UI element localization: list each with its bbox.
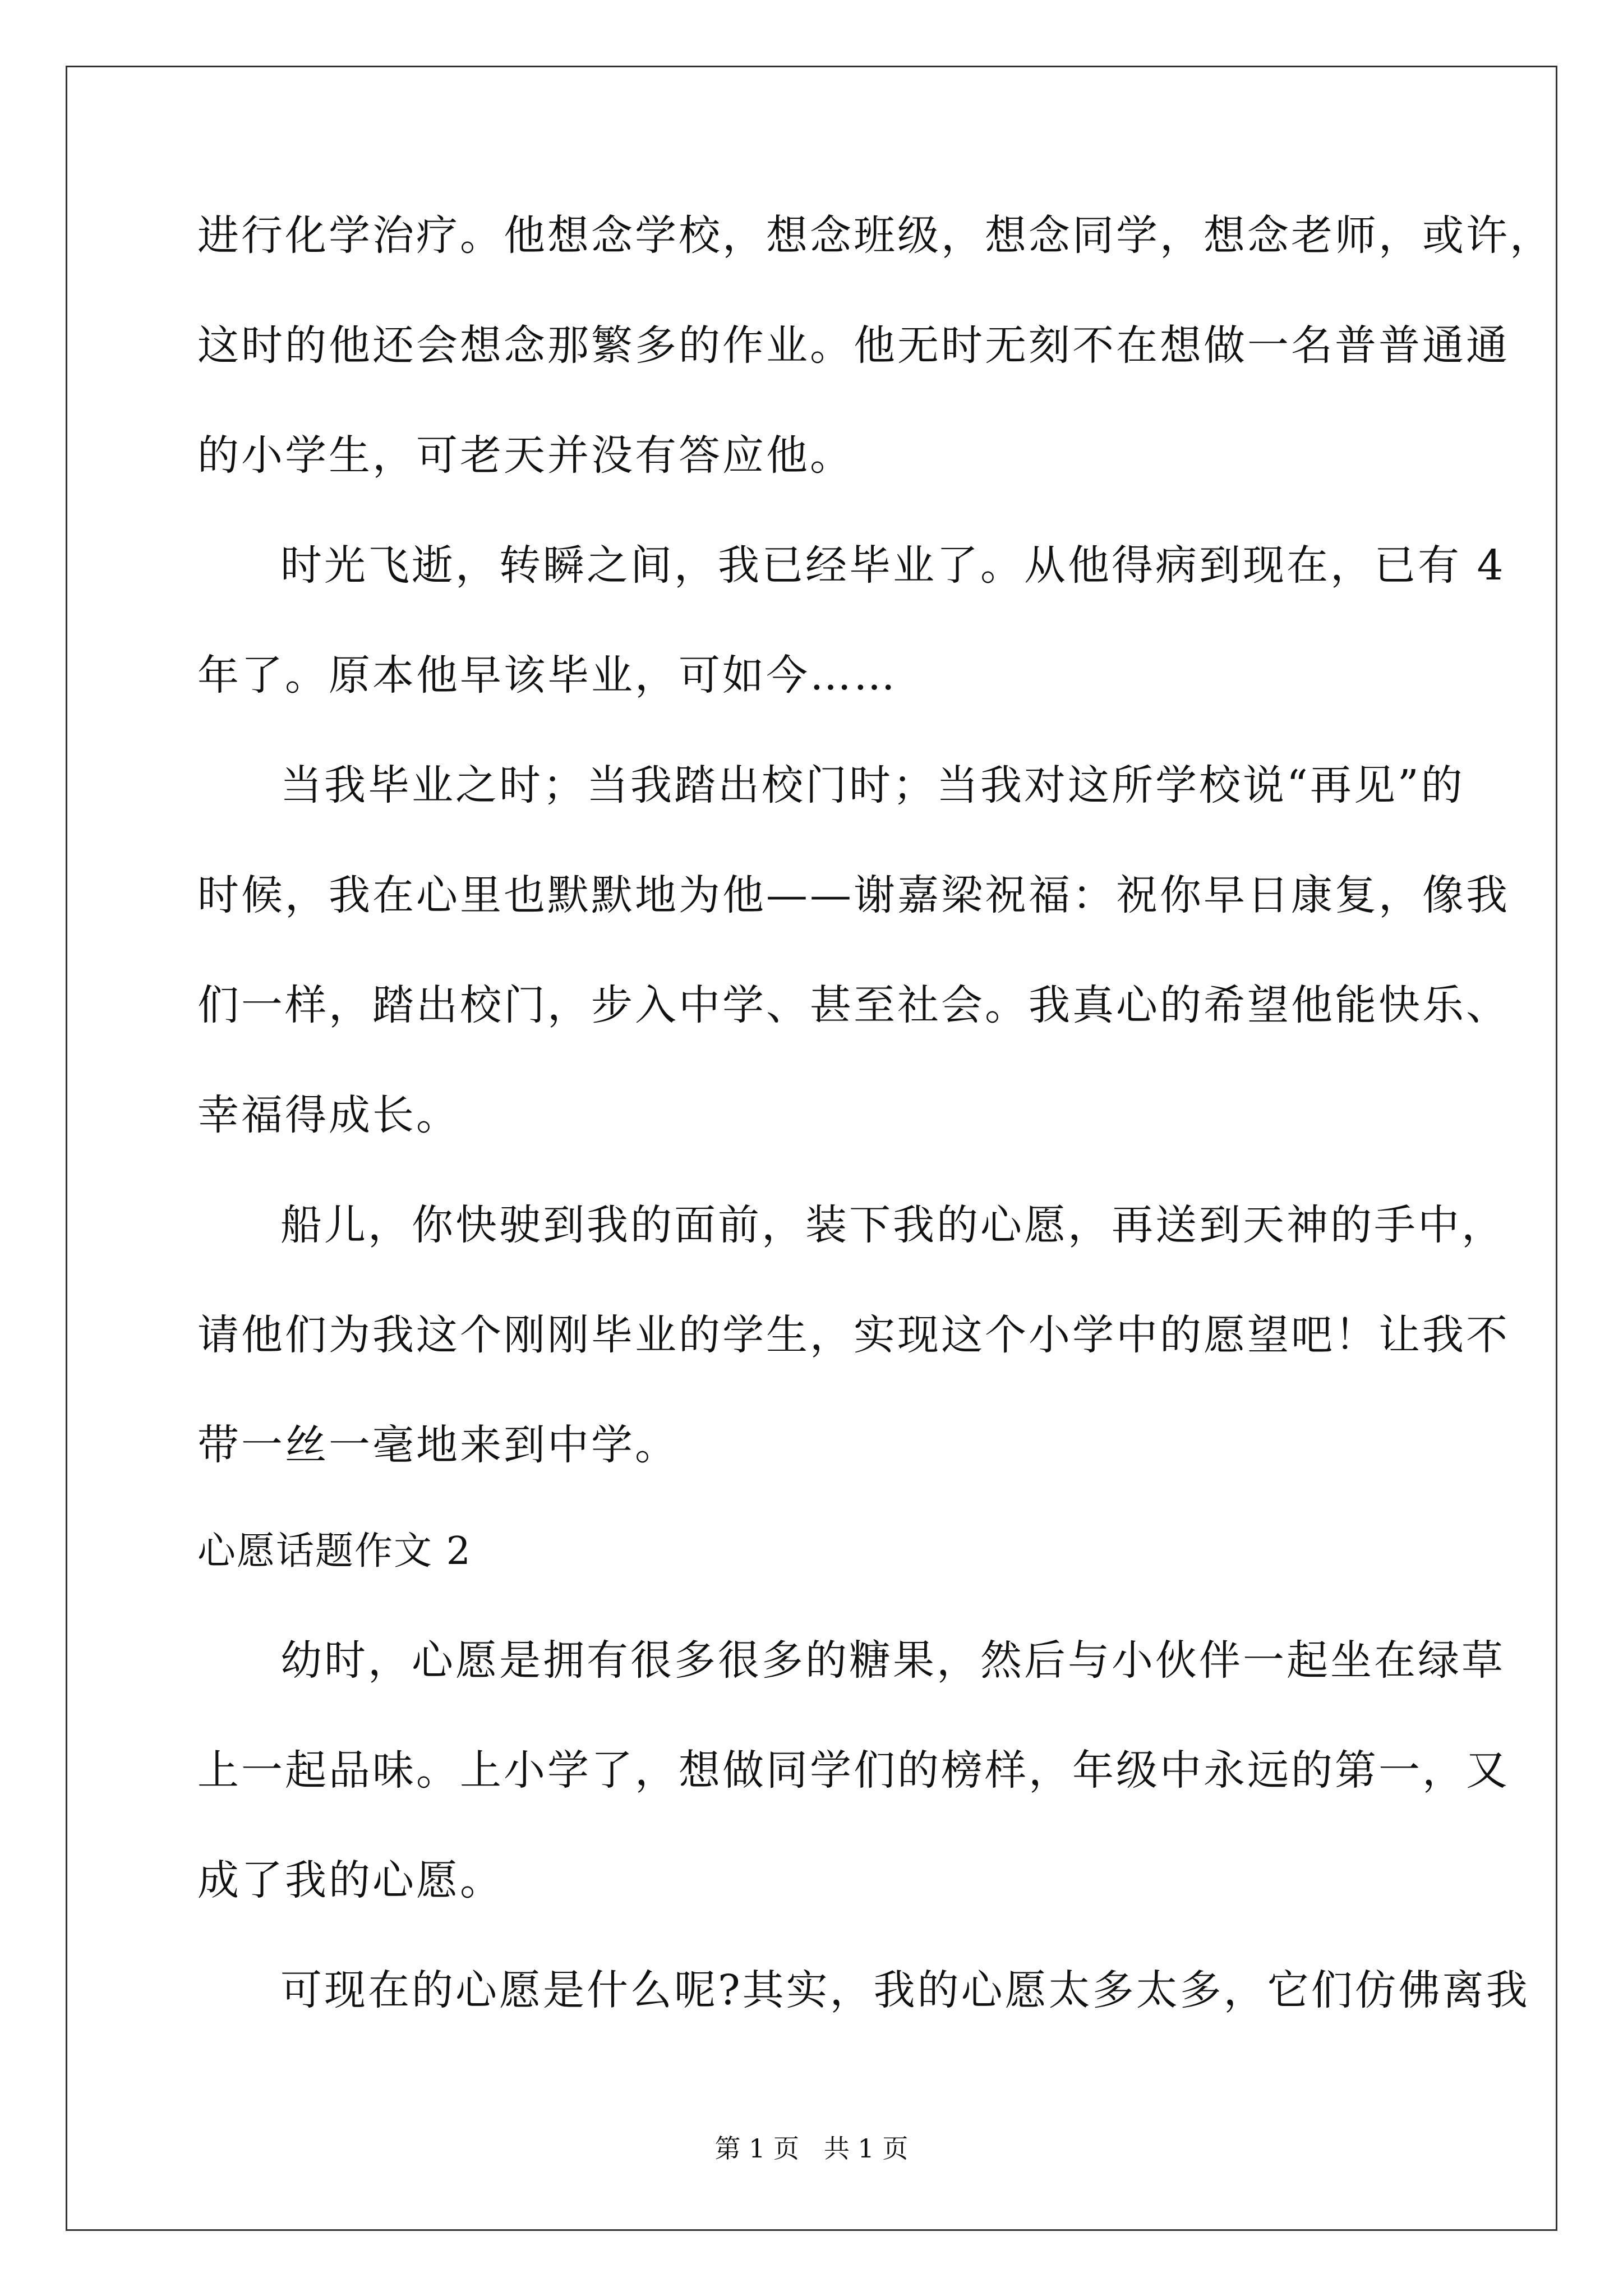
- text-line: 幸福得成长。: [197, 1091, 460, 1139]
- text-line: 进行化学治疗。他想念学校，想念班级，想念同学，想念老师，或许，: [197, 211, 1553, 260]
- text-line: 上一起品味。上小学了，想做同学们的榜样，年级中永远的第一，又: [197, 1746, 1510, 1795]
- text-line: 可现在的心愿是什么呢?其实，我的心愿太多太多，它们仿佛离我: [280, 1966, 1530, 2014]
- text-line: 时候，我在心里也默默地为他——谢嘉梁祝福：祝你早日康复，像我: [197, 871, 1510, 919]
- text-line: 成了我的心愿。: [197, 1856, 504, 1904]
- section-heading: 心愿话题作文 2: [197, 1529, 472, 1573]
- text-line: 请他们为我这个刚刚毕业的学生，实现这个小学中的愿望吧！让我不: [197, 1311, 1510, 1359]
- page-number-footer: 第 1 页 共 1 页: [714, 2133, 909, 2164]
- text-line: 的小学生，可老天并没有答应他。: [197, 431, 854, 480]
- text-line: 们一样，踏出校门，步入中学、甚至社会。我真心的希望他能快乐、: [197, 981, 1510, 1029]
- text-line: 时光飞逝，转瞬之间，我已经毕业了。从他得病到现在，已有 4: [280, 541, 1506, 590]
- text-line: 带一丝一毫地来到中学。: [197, 1421, 679, 1469]
- text-line: 年了。原本他早该毕业，可如今……: [197, 651, 897, 700]
- text-line: 当我毕业之时；当我踏出校门时；当我对这所学校说“再见”的: [280, 761, 1465, 809]
- text-line: 这时的他还会想念那繁多的作业。他无时无刻不在想做一名普普通通: [197, 321, 1510, 370]
- text-line: 幼时，心愿是拥有很多很多的糖果，然后与小伙伴一起坐在绿草: [280, 1636, 1505, 1685]
- text-line: 船儿，你快驶到我的面前，装下我的心愿，再送到天神的手中，: [280, 1201, 1505, 1249]
